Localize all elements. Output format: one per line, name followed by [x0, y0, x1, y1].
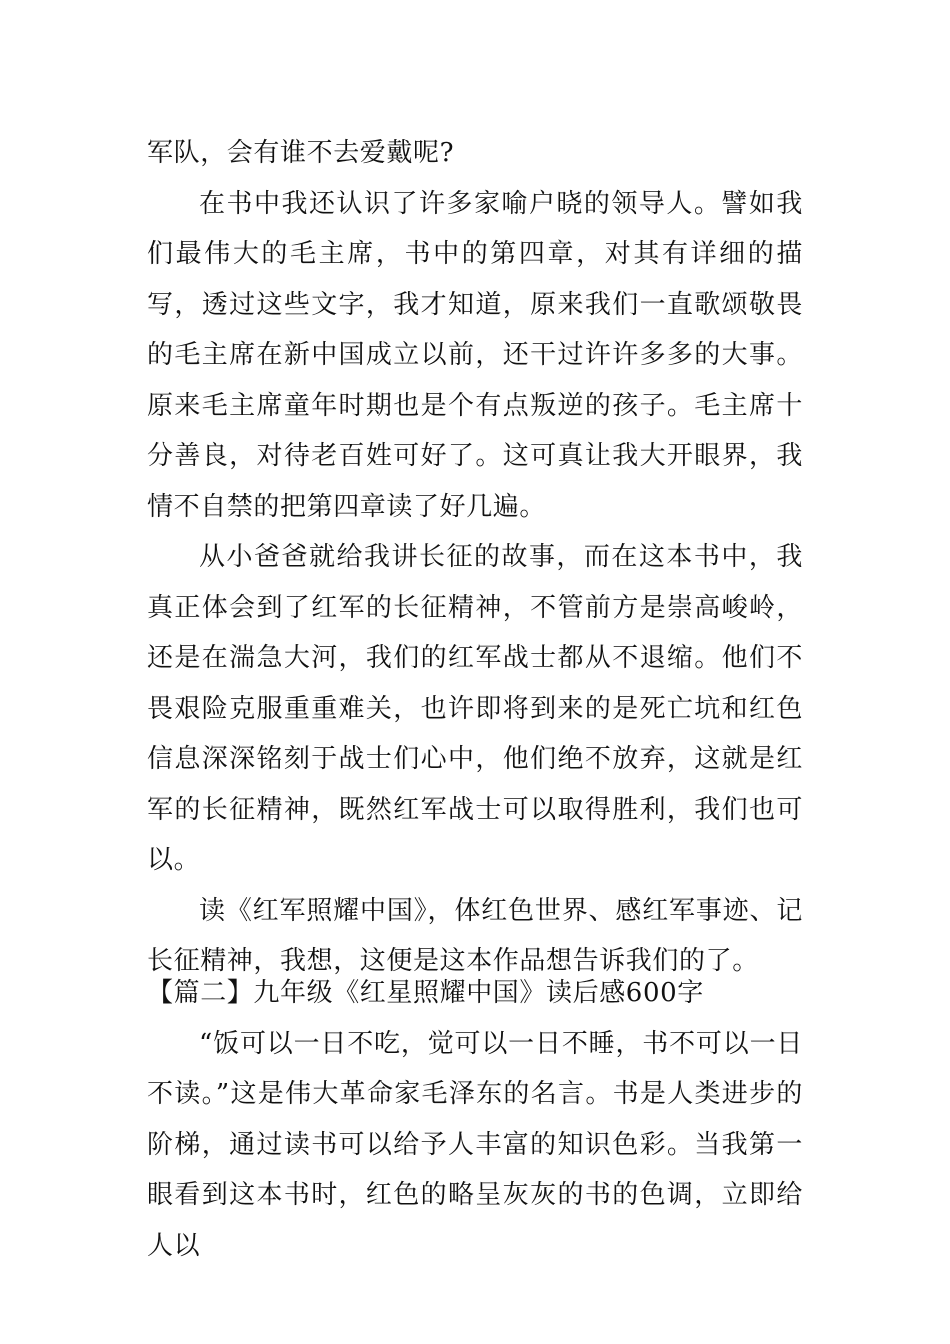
paragraph-conclusion: 读《红军照耀中国》，体红色世界、感红军事迹、记长征精神，我想，这便是这本作品想告诉我们的了。: [147, 895, 803, 976]
section-heading: 【篇二】九年级《红星照耀中国》读后感600字: [147, 978, 704, 1008]
paragraph-continuation: 军队，会有谁不去爱戴呢?: [147, 138, 455, 168]
essay-part-one: [147, 128, 803, 987]
paragraph-opening-quote: “饭可以一日不吃，觉可以一日不睡，书不可以一日不读。”这是伟大革命家毛泽东的名言。书是人类进步的阶梯，通过读书可以给予人丰富的知识色彩。当我第一眼看到这本书时，红色的略呈灰灰的书的色调，立即给人以: [147, 1028, 803, 1261]
paragraph-leaders: 在书中我还认识了许多家喻户晓的领导人。譬如我们最伟大的毛主席，书中的第四章，对其有详细的描写，透过这些文字，我才知道，原来我们一直歌颂敬畏的毛主席在新中国成立以前，还干过许许多多的大事。原来毛主席童年时期也是个有点叛逆的孩子。毛主席十分善良，对待老百姓可好了。这可真让我大开眼界，我情不自禁的把第四章读了好几遍。: [147, 188, 803, 522]
paragraph-long-march: 从小爸爸就给我讲长征的故事，而在这本书中，我真正体会到了红军的长征精神，不管前方是崇高峻岭，还是在湍急大河，我们的红军战士都从不退缩。他们不畏艰险克服重重难关，也许即将到来的是死亡坑和红色信息深深铭刻于战士们心中，他们绝不放弃，这就是红军的长征精神，既然红军战士可以取得胜利，我们也可以。: [147, 542, 803, 875]
essay-part-two: [147, 968, 803, 1271]
